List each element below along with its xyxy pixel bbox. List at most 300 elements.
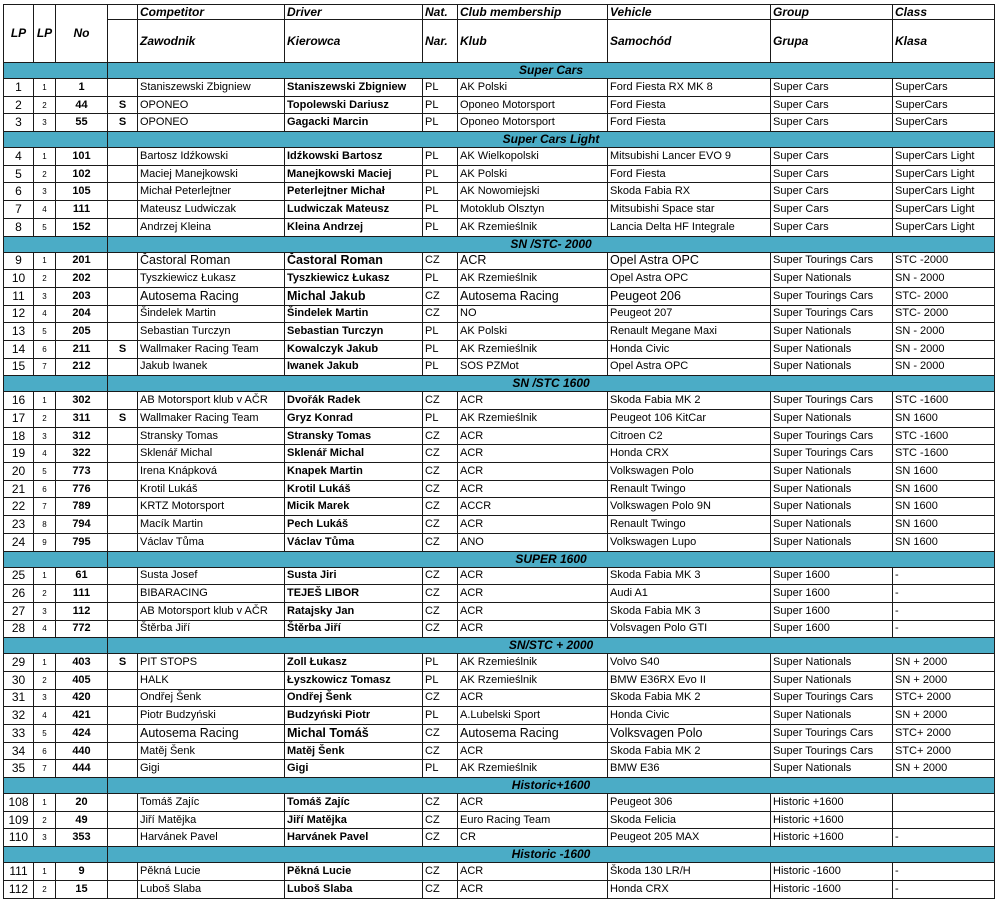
- row-class: SN 1600: [893, 410, 995, 428]
- row-competitor: Jakub Iwanek: [138, 358, 285, 376]
- row-group: Super Nationals: [771, 340, 893, 358]
- row-driver: Zoll Łukasz: [285, 654, 423, 672]
- table-row: [4, 463, 995, 481]
- row-driver: Jiří Matějka: [285, 811, 423, 829]
- row-s-flag: [108, 305, 138, 323]
- row-class: STC- 2000: [893, 305, 995, 323]
- row-lp-in-class: 3: [34, 114, 56, 132]
- row-group: Super Tourings Cars: [771, 252, 893, 270]
- row-club: AK Rzemieślnik: [458, 654, 608, 672]
- row-club: ACR: [458, 445, 608, 463]
- row-group: Super Nationals: [771, 516, 893, 534]
- row-class: -: [893, 620, 995, 638]
- row-s-flag: S: [108, 96, 138, 114]
- table-row: [4, 567, 995, 585]
- row-s-flag: [108, 585, 138, 603]
- row-start-number: 101: [56, 148, 108, 166]
- row-s-flag: [108, 707, 138, 725]
- row-class: SN + 2000: [893, 760, 995, 778]
- table-row: [4, 323, 995, 341]
- row-class: SN 1600: [893, 463, 995, 481]
- row-vehicle: Honda Civic: [608, 340, 771, 358]
- row-class: SN - 2000: [893, 340, 995, 358]
- row-lp-in-class: 1: [34, 392, 56, 410]
- row-driver: Častoral Roman: [285, 252, 423, 270]
- row-s-flag: [108, 358, 138, 376]
- row-driver: Štěrba Jiří: [285, 620, 423, 638]
- row-club: ACR: [458, 427, 608, 445]
- row-club: AK Rzemieślnik: [458, 671, 608, 689]
- table-row: [4, 79, 995, 97]
- table-row: [4, 863, 995, 881]
- row-vehicle: Skoda Fabia MK 2: [608, 742, 771, 760]
- row-competitor: Macík Martin: [138, 516, 285, 534]
- entry-list-table: [3, 4, 995, 899]
- table-row: [4, 725, 995, 743]
- row-s-flag: [108, 183, 138, 201]
- row-competitor: Wallmaker Racing Team: [138, 410, 285, 428]
- table-row: [4, 880, 995, 898]
- row-competitor: Pěkná Lucie: [138, 863, 285, 881]
- row-lp-in-class: 1: [34, 148, 56, 166]
- row-vehicle: Skoda Fabia MK 2: [608, 689, 771, 707]
- row-driver: Knapek Martin: [285, 463, 423, 481]
- row-driver: Šindelek Martin: [285, 305, 423, 323]
- row-driver: Gryz Konrad: [285, 410, 423, 428]
- row-vehicle: BMW E36RX Evo II: [608, 671, 771, 689]
- table-row: [4, 183, 995, 201]
- row-class: -: [893, 880, 995, 898]
- row-s-flag: [108, 516, 138, 534]
- table-row: [4, 148, 995, 166]
- row-competitor: AB Motorsport klub v AČR: [138, 392, 285, 410]
- row-lp-in-class: 5: [34, 218, 56, 236]
- row-class: SN + 2000: [893, 707, 995, 725]
- row-group: Super Nationals: [771, 323, 893, 341]
- row-lp-in-class: 4: [34, 201, 56, 219]
- row-nationality: PL: [423, 201, 458, 219]
- row-vehicle: Peugeot 106 KitCar: [608, 410, 771, 428]
- row-class: SN 1600: [893, 498, 995, 516]
- row-club: ACR: [458, 742, 608, 760]
- row-s-flag: [108, 480, 138, 498]
- row-competitor: Irena Knápková: [138, 463, 285, 481]
- row-nationality: PL: [423, 183, 458, 201]
- row-driver: Budzyński Piotr: [285, 707, 423, 725]
- row-lp-in-class: 7: [34, 358, 56, 376]
- table-row: [4, 252, 995, 270]
- section-header-row: [4, 236, 995, 252]
- row-lp: 34: [4, 742, 34, 760]
- row-vehicle: Opel Astra OPC: [608, 252, 771, 270]
- row-vehicle: Škoda 130 LR/H: [608, 863, 771, 881]
- row-nationality: PL: [423, 79, 458, 97]
- row-group: Super Nationals: [771, 410, 893, 428]
- row-s-flag: [108, 270, 138, 288]
- row-nationality: PL: [423, 114, 458, 132]
- row-group: Super Nationals: [771, 671, 893, 689]
- row-vehicle: Honda CRX: [608, 445, 771, 463]
- row-club: ACR: [458, 602, 608, 620]
- row-lp: 25: [4, 567, 34, 585]
- row-club: AK Rzemieślnik: [458, 410, 608, 428]
- row-competitor: Sklenář Michal: [138, 445, 285, 463]
- row-lp: 110: [4, 829, 34, 847]
- row-driver: Michal Jakub: [285, 287, 423, 305]
- row-nationality: PL: [423, 654, 458, 672]
- row-club: Oponeo Motorsport: [458, 96, 608, 114]
- row-group: Super Tourings Cars: [771, 445, 893, 463]
- row-nationality: CZ: [423, 602, 458, 620]
- row-vehicle: Renault Twingo: [608, 516, 771, 534]
- row-lp-in-class: 4: [34, 305, 56, 323]
- row-competitor: Luboš Slaba: [138, 880, 285, 898]
- row-lp-in-class: 7: [34, 498, 56, 516]
- table-row: [4, 742, 995, 760]
- row-vehicle: Opel Astra OPC: [608, 270, 771, 288]
- row-start-number: 55: [56, 114, 108, 132]
- row-lp-in-class: 1: [34, 863, 56, 881]
- row-lp-in-class: 3: [34, 427, 56, 445]
- row-class: SN + 2000: [893, 671, 995, 689]
- row-lp-in-class: 2: [34, 96, 56, 114]
- row-group: Super Nationals: [771, 760, 893, 778]
- row-s-flag: [108, 863, 138, 881]
- row-lp: 35: [4, 760, 34, 778]
- section-header-spacer: [4, 132, 108, 148]
- row-nationality: CZ: [423, 585, 458, 603]
- row-lp-in-class: 2: [34, 410, 56, 428]
- row-driver: Iwanek Jakub: [285, 358, 423, 376]
- row-lp-in-class: 5: [34, 463, 56, 481]
- header-zawodnik: Zawodnik: [138, 20, 285, 63]
- row-nationality: CZ: [423, 620, 458, 638]
- table-row: [4, 602, 995, 620]
- section-title: Historic+1600: [108, 778, 995, 794]
- row-group: Historic -1600: [771, 863, 893, 881]
- row-group: Super Cars: [771, 148, 893, 166]
- row-start-number: 9: [56, 863, 108, 881]
- row-group: Super Tourings Cars: [771, 287, 893, 305]
- row-club: AK Rzemieślnik: [458, 270, 608, 288]
- row-group: Super Tourings Cars: [771, 427, 893, 445]
- row-competitor: Piotr Budzyński: [138, 707, 285, 725]
- table-row: [4, 114, 995, 132]
- table-row: [4, 287, 995, 305]
- row-driver: Topolewski Dariusz: [285, 96, 423, 114]
- row-s-flag: [108, 602, 138, 620]
- table-row: [4, 201, 995, 219]
- table-row: [4, 96, 995, 114]
- row-competitor: Autosema Racing: [138, 725, 285, 743]
- row-vehicle: Volvo S40: [608, 654, 771, 672]
- row-class: [893, 811, 995, 829]
- row-lp-in-class: 9: [34, 533, 56, 551]
- row-lp-in-class: 1: [34, 252, 56, 270]
- row-club: AK Nowomiejski: [458, 183, 608, 201]
- row-start-number: 20: [56, 794, 108, 812]
- row-lp-in-class: 3: [34, 287, 56, 305]
- row-class: SuperCars: [893, 79, 995, 97]
- row-nationality: CZ: [423, 880, 458, 898]
- row-lp-in-class: 1: [34, 794, 56, 812]
- table-row: [4, 671, 995, 689]
- header-klasa: Klasa: [893, 20, 995, 63]
- row-class: SN 1600: [893, 533, 995, 551]
- row-start-number: 421: [56, 707, 108, 725]
- row-lp: 21: [4, 480, 34, 498]
- row-lp: 28: [4, 620, 34, 638]
- header-grupa: Grupa: [771, 20, 893, 63]
- row-lp: 1: [4, 79, 34, 97]
- row-club: ANO: [458, 533, 608, 551]
- row-nationality: CZ: [423, 725, 458, 743]
- row-class: SuperCars: [893, 96, 995, 114]
- row-vehicle: Skoda Fabia MK 3: [608, 567, 771, 585]
- row-s-flag: [108, 498, 138, 516]
- row-nationality: CZ: [423, 498, 458, 516]
- row-driver: Michal Tomáš: [285, 725, 423, 743]
- row-s-flag: S: [108, 114, 138, 132]
- row-driver: Matěj Šenk: [285, 742, 423, 760]
- row-class: STC+ 2000: [893, 689, 995, 707]
- row-nationality: PL: [423, 760, 458, 778]
- row-competitor: HALK: [138, 671, 285, 689]
- row-club: Oponeo Motorsport: [458, 114, 608, 132]
- row-group: Super Cars: [771, 96, 893, 114]
- row-lp-in-class: 2: [34, 811, 56, 829]
- row-competitor: Wallmaker Racing Team: [138, 340, 285, 358]
- row-class: -: [893, 863, 995, 881]
- row-class: SN 1600: [893, 516, 995, 534]
- row-nationality: PL: [423, 340, 458, 358]
- row-group: Super Cars: [771, 79, 893, 97]
- row-club: AK Polski: [458, 323, 608, 341]
- row-driver: Krotil Lukáš: [285, 480, 423, 498]
- row-driver: Stransky Tomas: [285, 427, 423, 445]
- table-row: [4, 794, 995, 812]
- header-row-english: [4, 5, 995, 20]
- row-s-flag: [108, 201, 138, 219]
- table-row: [4, 811, 995, 829]
- row-s-flag: [108, 323, 138, 341]
- row-nationality: CZ: [423, 689, 458, 707]
- row-vehicle: Skoda Felicia: [608, 811, 771, 829]
- row-lp: 23: [4, 516, 34, 534]
- row-start-number: 105: [56, 183, 108, 201]
- row-club: AK Polski: [458, 165, 608, 183]
- row-nationality: PL: [423, 671, 458, 689]
- row-driver: Kleina Andrzej: [285, 218, 423, 236]
- row-s-flag: [108, 689, 138, 707]
- row-group: Super Nationals: [771, 707, 893, 725]
- row-group: Historic -1600: [771, 880, 893, 898]
- row-driver: Gigi: [285, 760, 423, 778]
- row-nationality: PL: [423, 165, 458, 183]
- row-driver: Peterlejtner Michał: [285, 183, 423, 201]
- row-vehicle: Volksvagen Polo: [608, 725, 771, 743]
- row-start-number: 440: [56, 742, 108, 760]
- row-driver: Pěkná Lucie: [285, 863, 423, 881]
- header-lp: LP: [4, 5, 34, 63]
- section-header-spacer: [4, 638, 108, 654]
- row-lp-in-class: 4: [34, 620, 56, 638]
- header-lp-small: LP: [34, 5, 56, 63]
- row-s-flag: [108, 742, 138, 760]
- row-start-number: 205: [56, 323, 108, 341]
- row-vehicle: Opel Astra OPC: [608, 358, 771, 376]
- row-competitor: Staniszewski Zbigniew: [138, 79, 285, 97]
- row-lp: 14: [4, 340, 34, 358]
- row-s-flag: S: [108, 410, 138, 428]
- table-row: [4, 445, 995, 463]
- row-group: Super Nationals: [771, 654, 893, 672]
- header-no: No: [56, 5, 108, 63]
- row-club: ACR: [458, 794, 608, 812]
- row-competitor: Sebastian Turczyn: [138, 323, 285, 341]
- row-driver: Luboš Slaba: [285, 880, 423, 898]
- row-s-flag: [108, 794, 138, 812]
- row-start-number: 789: [56, 498, 108, 516]
- row-start-number: 111: [56, 585, 108, 603]
- row-s-flag: [108, 287, 138, 305]
- header-nar: Nar.: [423, 20, 458, 63]
- row-nationality: PL: [423, 707, 458, 725]
- row-club: Euro Racing Team: [458, 811, 608, 829]
- row-driver: Łyszkowicz Tomasz: [285, 671, 423, 689]
- row-class: SN - 2000: [893, 323, 995, 341]
- row-lp-in-class: 2: [34, 585, 56, 603]
- table-row: [4, 760, 995, 778]
- row-nationality: PL: [423, 148, 458, 166]
- row-class: -: [893, 585, 995, 603]
- header-empty: [108, 20, 138, 63]
- row-start-number: 312: [56, 427, 108, 445]
- table-row: [4, 340, 995, 358]
- row-club: ACR: [458, 480, 608, 498]
- row-vehicle: Skoda Fabia MK 2: [608, 392, 771, 410]
- row-driver: Manejkowski Maciej: [285, 165, 423, 183]
- row-nationality: CZ: [423, 463, 458, 481]
- row-lp: 112: [4, 880, 34, 898]
- row-s-flag: [108, 725, 138, 743]
- row-lp: 108: [4, 794, 34, 812]
- row-club: SOS PZMot: [458, 358, 608, 376]
- row-club: A.Lubelski Sport: [458, 707, 608, 725]
- row-lp: 5: [4, 165, 34, 183]
- row-vehicle: Honda CRX: [608, 880, 771, 898]
- row-nationality: CZ: [423, 742, 458, 760]
- row-competitor: Susta Josef: [138, 567, 285, 585]
- row-group: Super Tourings Cars: [771, 305, 893, 323]
- header-driver: Driver: [285, 5, 423, 20]
- section-header-spacer: [4, 778, 108, 794]
- section-title: SN/STC + 2000: [108, 638, 995, 654]
- row-lp-in-class: 4: [34, 707, 56, 725]
- row-class: SN - 2000: [893, 358, 995, 376]
- row-start-number: 61: [56, 567, 108, 585]
- row-club: ACR: [458, 689, 608, 707]
- row-s-flag: [108, 427, 138, 445]
- row-driver: Sklenář Michal: [285, 445, 423, 463]
- section-header-spacer: [4, 63, 108, 79]
- row-nationality: CZ: [423, 287, 458, 305]
- row-vehicle: Ford Fiesta RX MK 8: [608, 79, 771, 97]
- row-club: CR: [458, 829, 608, 847]
- row-lp: 30: [4, 671, 34, 689]
- section-title: SN /STC- 2000: [108, 236, 995, 252]
- row-lp: 17: [4, 410, 34, 428]
- row-group: Super Nationals: [771, 463, 893, 481]
- table-row: [4, 620, 995, 638]
- row-club: Autosema Racing: [458, 725, 608, 743]
- row-group: Super Tourings Cars: [771, 689, 893, 707]
- row-vehicle: Ford Fiesta: [608, 114, 771, 132]
- row-class: STC- 2000: [893, 287, 995, 305]
- row-lp-in-class: 6: [34, 480, 56, 498]
- row-club: AK Rzemieślnik: [458, 760, 608, 778]
- row-nationality: CZ: [423, 445, 458, 463]
- row-start-number: 211: [56, 340, 108, 358]
- row-driver: Václav Tůma: [285, 533, 423, 551]
- row-competitor: Mateusz Ludwiczak: [138, 201, 285, 219]
- row-group: Super Nationals: [771, 498, 893, 516]
- row-nationality: CZ: [423, 794, 458, 812]
- row-club: ACCR: [458, 498, 608, 516]
- row-lp-in-class: 1: [34, 79, 56, 97]
- row-lp-in-class: 4: [34, 445, 56, 463]
- table-row: [4, 829, 995, 847]
- row-lp: 111: [4, 863, 34, 881]
- row-lp: 24: [4, 533, 34, 551]
- section-header-spacer: [4, 847, 108, 863]
- row-lp-in-class: 3: [34, 602, 56, 620]
- row-class: -: [893, 567, 995, 585]
- table-row: [4, 498, 995, 516]
- row-start-number: 795: [56, 533, 108, 551]
- row-driver: Ludwiczak Mateusz: [285, 201, 423, 219]
- row-start-number: 112: [56, 602, 108, 620]
- row-lp-in-class: 2: [34, 270, 56, 288]
- row-lp: 32: [4, 707, 34, 725]
- row-nationality: CZ: [423, 533, 458, 551]
- row-club: ACR: [458, 516, 608, 534]
- row-vehicle: Peugeot 205 MAX: [608, 829, 771, 847]
- row-class: SuperCars Light: [893, 183, 995, 201]
- row-driver: Kowalczyk Jakub: [285, 340, 423, 358]
- section-title: SUPER 1600: [108, 551, 995, 567]
- row-club: AK Rzemieślnik: [458, 218, 608, 236]
- row-vehicle: Audi A1: [608, 585, 771, 603]
- row-s-flag: [108, 463, 138, 481]
- table-row: [4, 427, 995, 445]
- table-row: [4, 270, 995, 288]
- header-competitor: Competitor: [138, 5, 285, 20]
- row-competitor: Krotil Lukáš: [138, 480, 285, 498]
- row-lp: 8: [4, 218, 34, 236]
- table-row: [4, 654, 995, 672]
- row-club: ACR: [458, 392, 608, 410]
- section-header-row: [4, 63, 995, 79]
- row-start-number: 420: [56, 689, 108, 707]
- header-group: Group: [771, 5, 893, 20]
- row-start-number: 152: [56, 218, 108, 236]
- table-row: [4, 516, 995, 534]
- row-driver: Harvánek Pavel: [285, 829, 423, 847]
- row-start-number: 204: [56, 305, 108, 323]
- row-lp-in-class: 3: [34, 829, 56, 847]
- row-driver: Pech Lukáš: [285, 516, 423, 534]
